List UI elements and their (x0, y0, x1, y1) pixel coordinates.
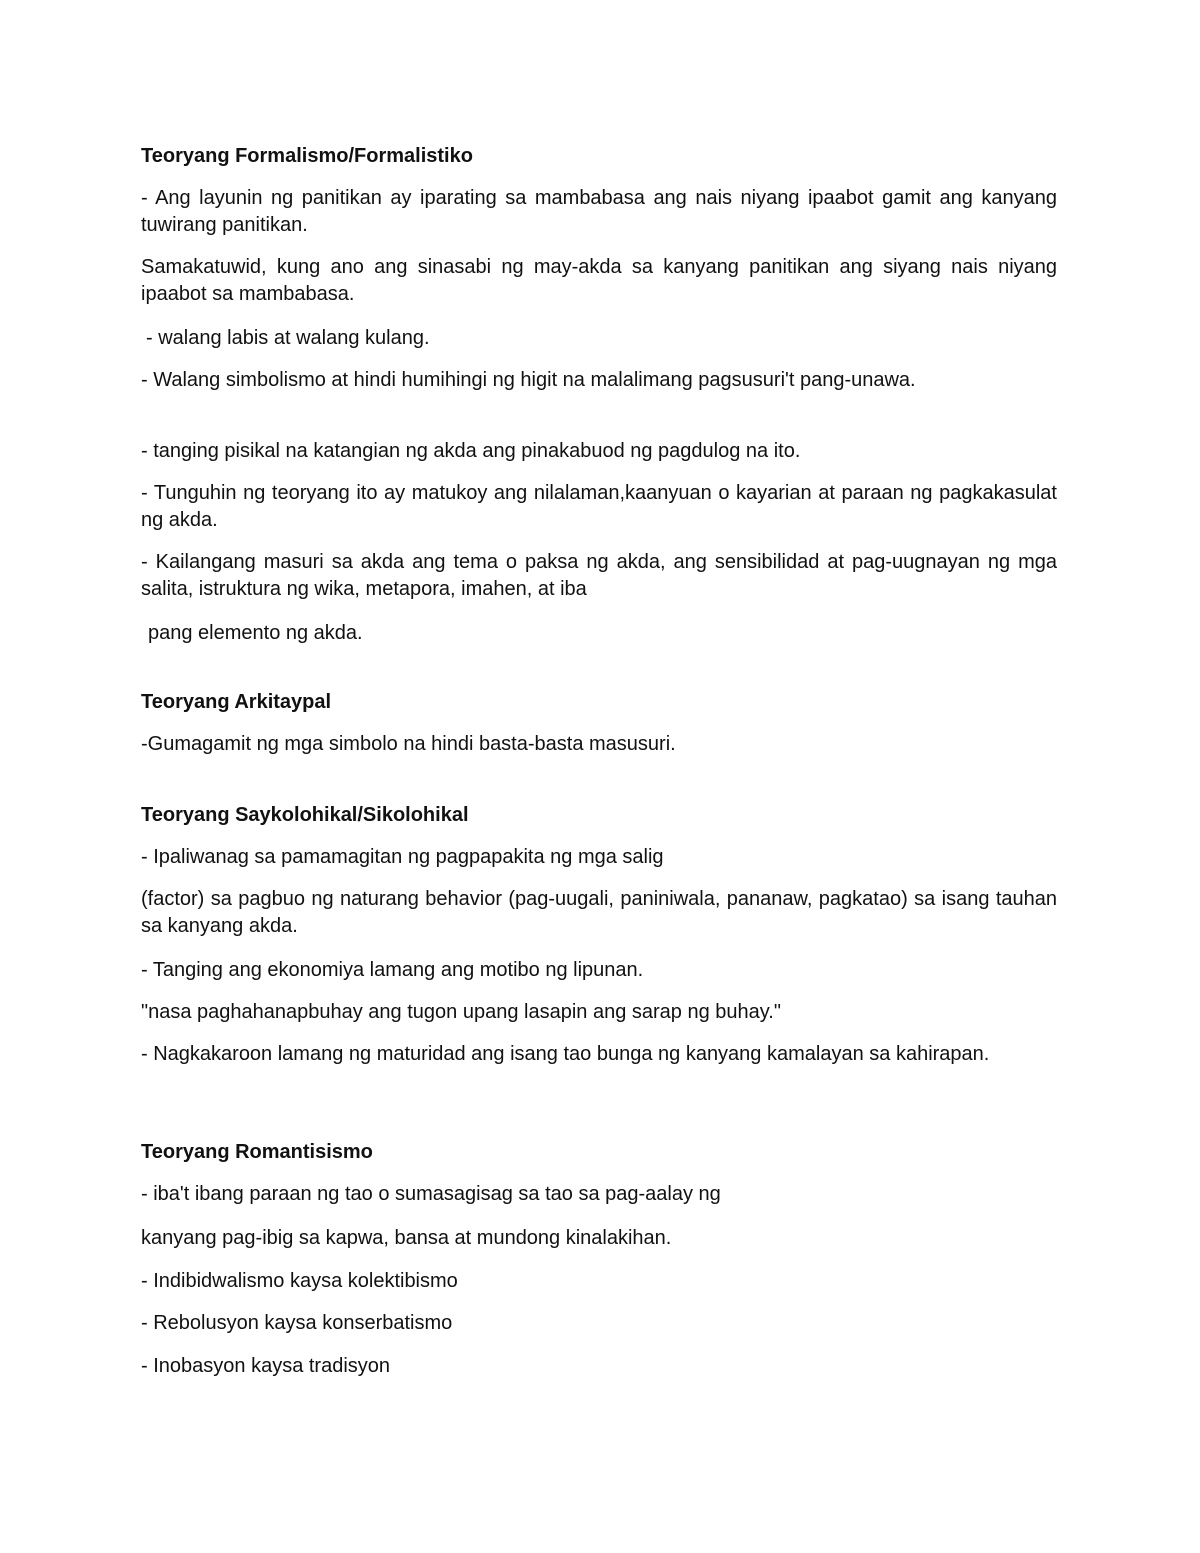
paragraph: - Indibidwalismo kaysa kolektibismo (141, 1270, 458, 1292)
paragraph: - Kailangang masuri sa akda ang tema o paksa ng akda, ang sensibilidad at pag-uugnayan ng mga salita, istruktura ng wika, metapora, imahen, at iba (141, 551, 1057, 600)
paragraph: - tanging pisikal na katangian ng akda ang pinakabuod ng pagdulog na ito. (141, 440, 801, 462)
paragraph: - Inobasyon kaysa tradisyon (141, 1355, 391, 1377)
paragraph: (factor) sa pagbuo ng naturang behavior (pag-uugali, paniniwala, pananaw, pagkatao) sa isang tauhan sa kanyang akda. (141, 888, 1057, 937)
paragraph: - Tunguhin ng teoryang ito ay matukoy ang nilalaman,kaanyuan o kayarian at paraan ng pagkakasulat ng akda. (141, 482, 1057, 531)
paragraph: pang elemento ng akda. (148, 622, 363, 644)
section-title-arkitaypal: Teoryang Arkitaypal (141, 691, 332, 713)
paragraph: kanyang pag-ibig sa kapwa, bansa at mundong kinalakihan. (141, 1227, 672, 1249)
paragraph: - Ang layunin ng panitikan ay iparating sa mambabasa ang nais niyang ipaabot gamit ang kanyang tuwirang panitikan. (141, 187, 1057, 236)
paragraph: - iba't ibang paraan ng tao o sumasagisag sa tao sa pag-aalay ng (141, 1183, 721, 1205)
paragraph: -Gumagamit ng mga simbolo na hindi basta-basta masusuri. (141, 733, 676, 755)
paragraph: - Tanging ang ekonomiya lamang ang motibo ng lipunan. (141, 959, 644, 981)
section-title-romantisismo: Teoryang Romantisismo (141, 1141, 373, 1163)
paragraph: - Walang simbolismo at hindi humihingi ng higit na malalimang pagsusuri't pang-unawa. (141, 369, 916, 391)
paragraph: - Ipaliwanag sa pamamagitan ng pagpapakita ng mga salig (141, 846, 664, 868)
section-title-saykolohikal: Teoryang Saykolohikal/Sikolohikal (141, 804, 469, 826)
paragraph: Samakatuwid, kung ano ang sinasabi ng may-akda sa kanyang panitikan ang siyang nais niyang ipaabot sa mambabasa. (141, 256, 1057, 305)
section-title-formalismo: Teoryang Formalismo/Formalistiko (141, 145, 473, 167)
paragraph: "nasa paghahanapbuhay ang tugon upang lasapin ang sarap ng buhay." (141, 1001, 781, 1023)
paragraph: - walang labis at walang kulang. (146, 327, 430, 349)
paragraph: - Rebolusyon kaysa konserbatismo (141, 1312, 453, 1334)
paragraph: - Nagkakaroon lamang ng maturidad ang isang tao bunga ng kanyang kamalayan sa kahirapan. (141, 1043, 990, 1065)
